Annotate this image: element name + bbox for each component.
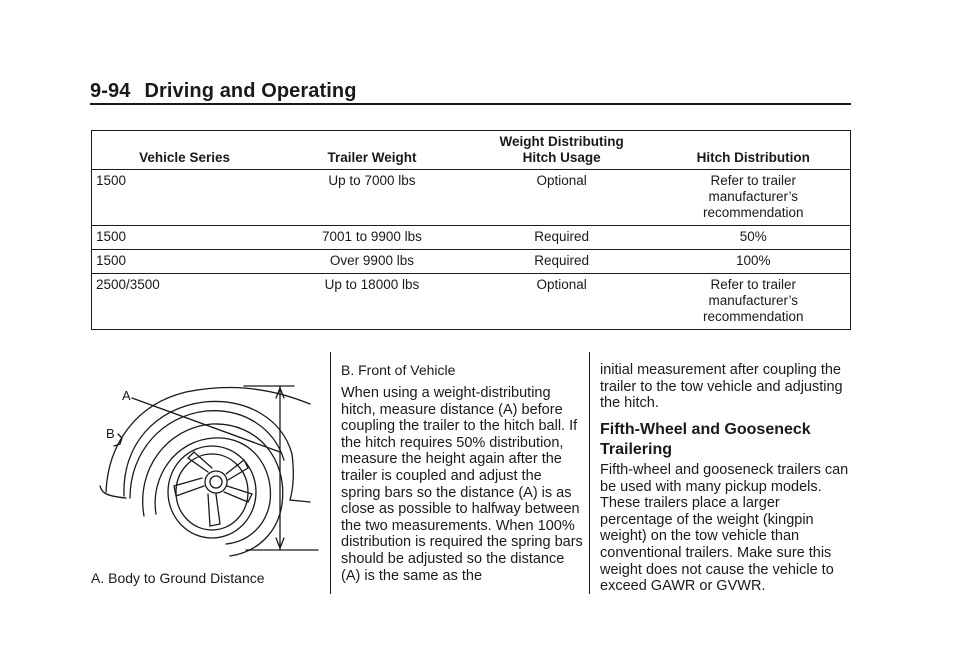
table-cell: Required (467, 226, 657, 250)
table-cell: Refer to trailer manufacturer’s recommendation (702, 277, 804, 324)
table-cell: Up to 7000 lbs (277, 170, 467, 226)
column-header-hitch-usage: Weight Distributing Hitch Usage (467, 131, 657, 170)
rocker-panel (100, 486, 126, 498)
wheel-hub (205, 471, 227, 493)
tire-outer (143, 424, 283, 556)
table-cell: 50% (657, 226, 851, 250)
table-cell: 1500 (92, 170, 278, 226)
wheel-measurement-illustration (96, 374, 326, 560)
body-lower-right (290, 454, 310, 502)
figure-caption-a: A. Body to Ground Distance (91, 570, 265, 586)
table-cell: Over 9900 lbs (277, 250, 467, 274)
body-paragraph: initial measurement after coupling the trailer to the tow vehicle and adjusting the hitch. (600, 362, 843, 412)
leader-line-b (114, 434, 122, 446)
table-cell: Optional (467, 170, 657, 226)
table-cell: Required (467, 250, 657, 274)
table-header-row (92, 131, 851, 170)
table-cell: 7001 to 9900 lbs (277, 226, 467, 250)
column-divider (589, 352, 590, 594)
table-cell: 1500 (92, 250, 278, 274)
label-b: B (106, 426, 115, 441)
table-row (92, 274, 851, 330)
table-row (92, 226, 851, 250)
table-cell: Refer to trailer manufacturer’s recommendation (657, 170, 851, 226)
table-row (92, 170, 851, 226)
right-column-top (600, 362, 850, 420)
body-paragraph: Fifth-wheel and gooseneck trailers can be used with many pickup models. These trailers place a larger percentage of the weight (kingpin weight) on the tow vehicle than conventional trailers. Make sure this weight does not cause the vehicle to exceed GAWR or GVWR. (600, 462, 849, 595)
middle-column (341, 385, 583, 592)
column-header-trailer-weight: Trailer Weight (277, 131, 467, 170)
wheel-hub-cap (210, 476, 222, 488)
column-header-hitch-distribution: Hitch Distribution (657, 131, 851, 170)
page-number: 9-94 (90, 80, 131, 102)
table-cell: 100% (657, 250, 851, 274)
figure-caption-b: B. Front of Vehicle (341, 362, 456, 378)
section-heading: Fifth-Wheel and Gooseneck Trailering (600, 421, 811, 458)
fender-arch-outer (124, 401, 292, 496)
leader-line-a (132, 398, 280, 452)
table-cell: Optional (536, 277, 587, 292)
body-paragraph: When using a weight-distributing hitch, measure distance (A) before coupling the trailer to the hitch ball. If the hitch requires 50% distribution, measure the height again after the trailer is coupled and adjust the spring bars so the distance (A) is as close as possible to halfway between the two measurements. When 100% distribution is required the spring bars should be adjusted so the distance (A) is the same as the (341, 385, 583, 584)
header-rule (90, 103, 851, 105)
column-divider (330, 352, 331, 594)
hitch-usage-table (91, 130, 851, 330)
page-header (90, 80, 357, 103)
table-cell: Up to 18000 lbs (324, 277, 420, 292)
column-header-vehicle-series: Vehicle Series (92, 131, 278, 170)
section-title: Driving and Operating (144, 80, 357, 102)
right-column-bottom (600, 462, 850, 603)
table-row (92, 250, 851, 274)
label-a: A (122, 388, 131, 403)
table-cell: 1500 (92, 226, 278, 250)
table-cell: 2500/3500 (96, 277, 160, 292)
